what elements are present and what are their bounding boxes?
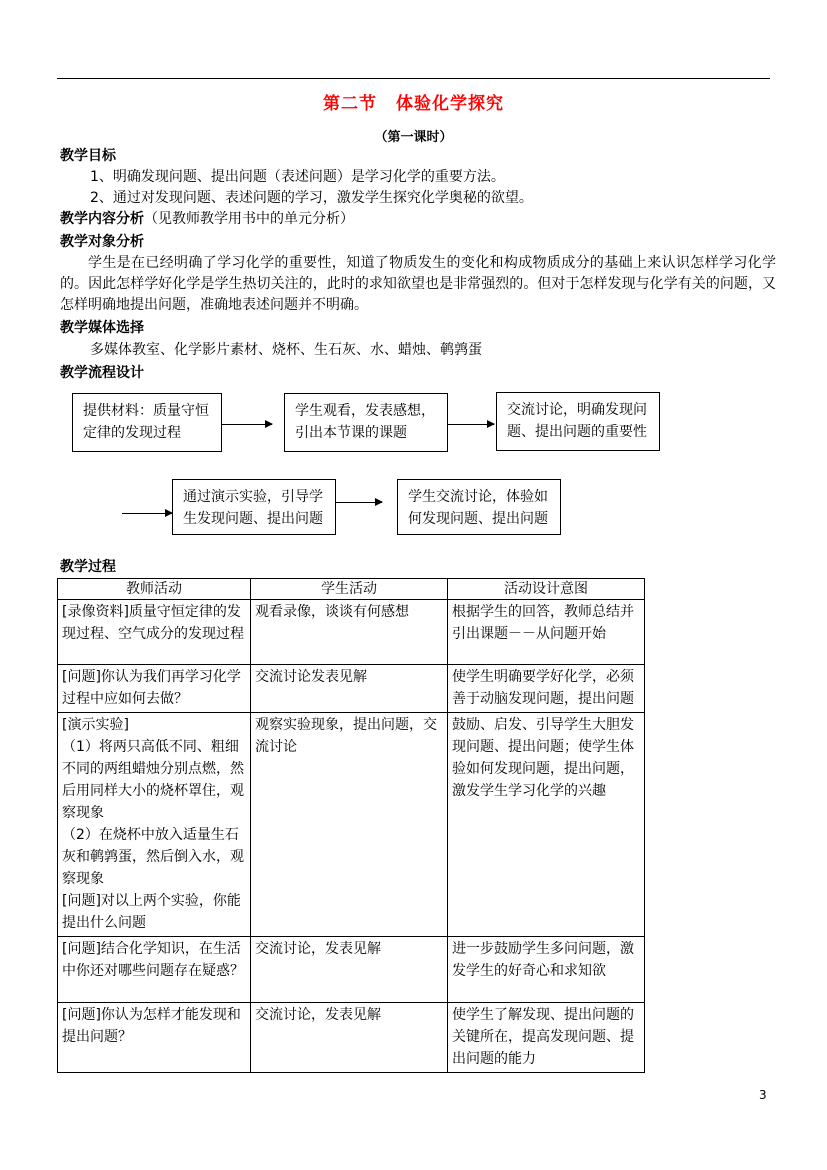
table-header-row (58, 579, 645, 600)
page-number: 3 (759, 1088, 767, 1102)
design-intent-cell: 进一步鼓励学生多问问题，激发学生的好奇心和求知欲 (448, 937, 645, 1003)
design-intent-cell: 使学生明确要学好化学，必须善于动脑发现问题，提出问题 (448, 665, 645, 713)
teacher-activity-cell (58, 713, 251, 937)
teacher-activity-cell: [问题]你认为怎样才能发现和提出问题？ (58, 1003, 251, 1073)
media-heading: 教学媒体选择 (60, 320, 144, 336)
demo-step-1: （1）将两只高低不同、粗细不同的两组蜡烛分别点燃，然后用同样大小的烧杯罩住，观察现象 (62, 739, 244, 821)
table-row (58, 665, 645, 713)
demo-question: [问题]对以上两个实验，你能提出什么问题 (62, 893, 241, 931)
flow-arrow-3 (122, 513, 172, 514)
teacher-activity-cell: [问题]结合化学知识，在生活中你还对哪些问题存在疑惑？ (58, 937, 251, 1003)
goal-item-2: 2、通过对发现问题、表述问题的学习，激发学生探究化学奥秘的欲望。 (90, 190, 533, 206)
process-heading: 教学过程 (60, 559, 116, 575)
student-activity-cell: 交流讨论发表见解 (251, 665, 448, 713)
student-activity-cell: 观看录像，谈谈有何感想 (251, 600, 448, 665)
student-activity-cell: 观察实验现象，提出问题，交流讨论 (251, 713, 448, 937)
table-row (58, 937, 645, 1003)
table-row (58, 713, 645, 937)
page-title: 第二节 体验化学探究 (323, 94, 504, 114)
flow-arrow-2 (448, 424, 494, 425)
audience-heading: 教学对象分析 (60, 234, 144, 250)
column-header-intent: 活动设计意图 (448, 579, 645, 600)
student-activity-cell: 交流讨论，发表见解 (251, 937, 448, 1003)
table-row (58, 600, 645, 665)
flow-box-3: 交流讨论，明确发现问题、提出问题的重要性 (496, 392, 660, 451)
column-header-teacher: 教师活动 (58, 579, 251, 600)
goal-item-1: 1、明确发现问题、提出问题（表述问题）是学习化学的重要方法。 (90, 169, 505, 185)
flow-arrow-4 (336, 502, 382, 503)
design-intent-cell: 鼓励、启发、引导学生大胆发现问题、提出问题；使学生体验如何发现问题，提出问题，激发学生学习化学的兴趣 (448, 713, 645, 937)
flow-box-1: 提供材料：质量守恒定律的发现过程 (72, 393, 222, 452)
teacher-activity-cell: [问题]你认为我们再学习化学过程中应如何去做？ (58, 665, 251, 713)
teacher-activity-cell: [录像资料]质量守恒定律的发现过程、空气成分的发现过程 (58, 600, 251, 665)
demo-step-2: （2）在烧杯中放入适量生石灰和鹌鹑蛋，然后倒入水，观察现象 (62, 827, 244, 887)
media-text: 多媒体教室、化学影片素材、烧杯、生石灰、水、蜡烛、鹌鹑蛋 (90, 342, 482, 358)
flow-heading: 教学流程设计 (60, 365, 144, 381)
content-analysis-note: （见教师教学用书中的单元分析） (144, 211, 354, 227)
flow-box-4: 通过演示实验，引导学生发现问题、提出问题 (172, 479, 336, 535)
student-activity-cell: 交流讨论，发表见解 (251, 1003, 448, 1073)
flow-box-5: 学生交流讨论，体验如何发现问题、提出问题 (397, 479, 561, 535)
page-subtitle: （第一课时） (374, 130, 453, 145)
audience-paragraph: 学生是在已经明确了学习化学的重要性，知道了物质发生的变化和构成物质成分的基础上来认识怎样学习化学的。因此怎样学好化学是学生热切关注的，此时的求知欲望也是非常强烈的。但对于怎样发现与化学有关的问题，又怎样明确地提出问题，准确地表述问题并不明确。 (60, 255, 776, 313)
design-intent-cell: 使学生了解发现、提出问题的关键所在，提高发现问题、提出问题的能力 (448, 1003, 645, 1073)
table-row (58, 1003, 645, 1073)
design-intent-cell: 根据学生的回答，教师总结并引出课题－－从问题开始 (448, 600, 645, 665)
demo-heading: [演示实验] (62, 717, 129, 733)
column-header-student: 学生活动 (251, 579, 448, 600)
content-analysis-line (60, 209, 775, 230)
header-rule (57, 78, 770, 79)
flow-box-2: 学生观看，发表感想，引出本节课的课题 (284, 393, 448, 452)
content-analysis-heading: 教学内容分析 (60, 211, 144, 227)
flow-arrow-1 (222, 424, 272, 425)
process-table (57, 578, 645, 1073)
goals-heading: 教学目标 (60, 148, 116, 164)
